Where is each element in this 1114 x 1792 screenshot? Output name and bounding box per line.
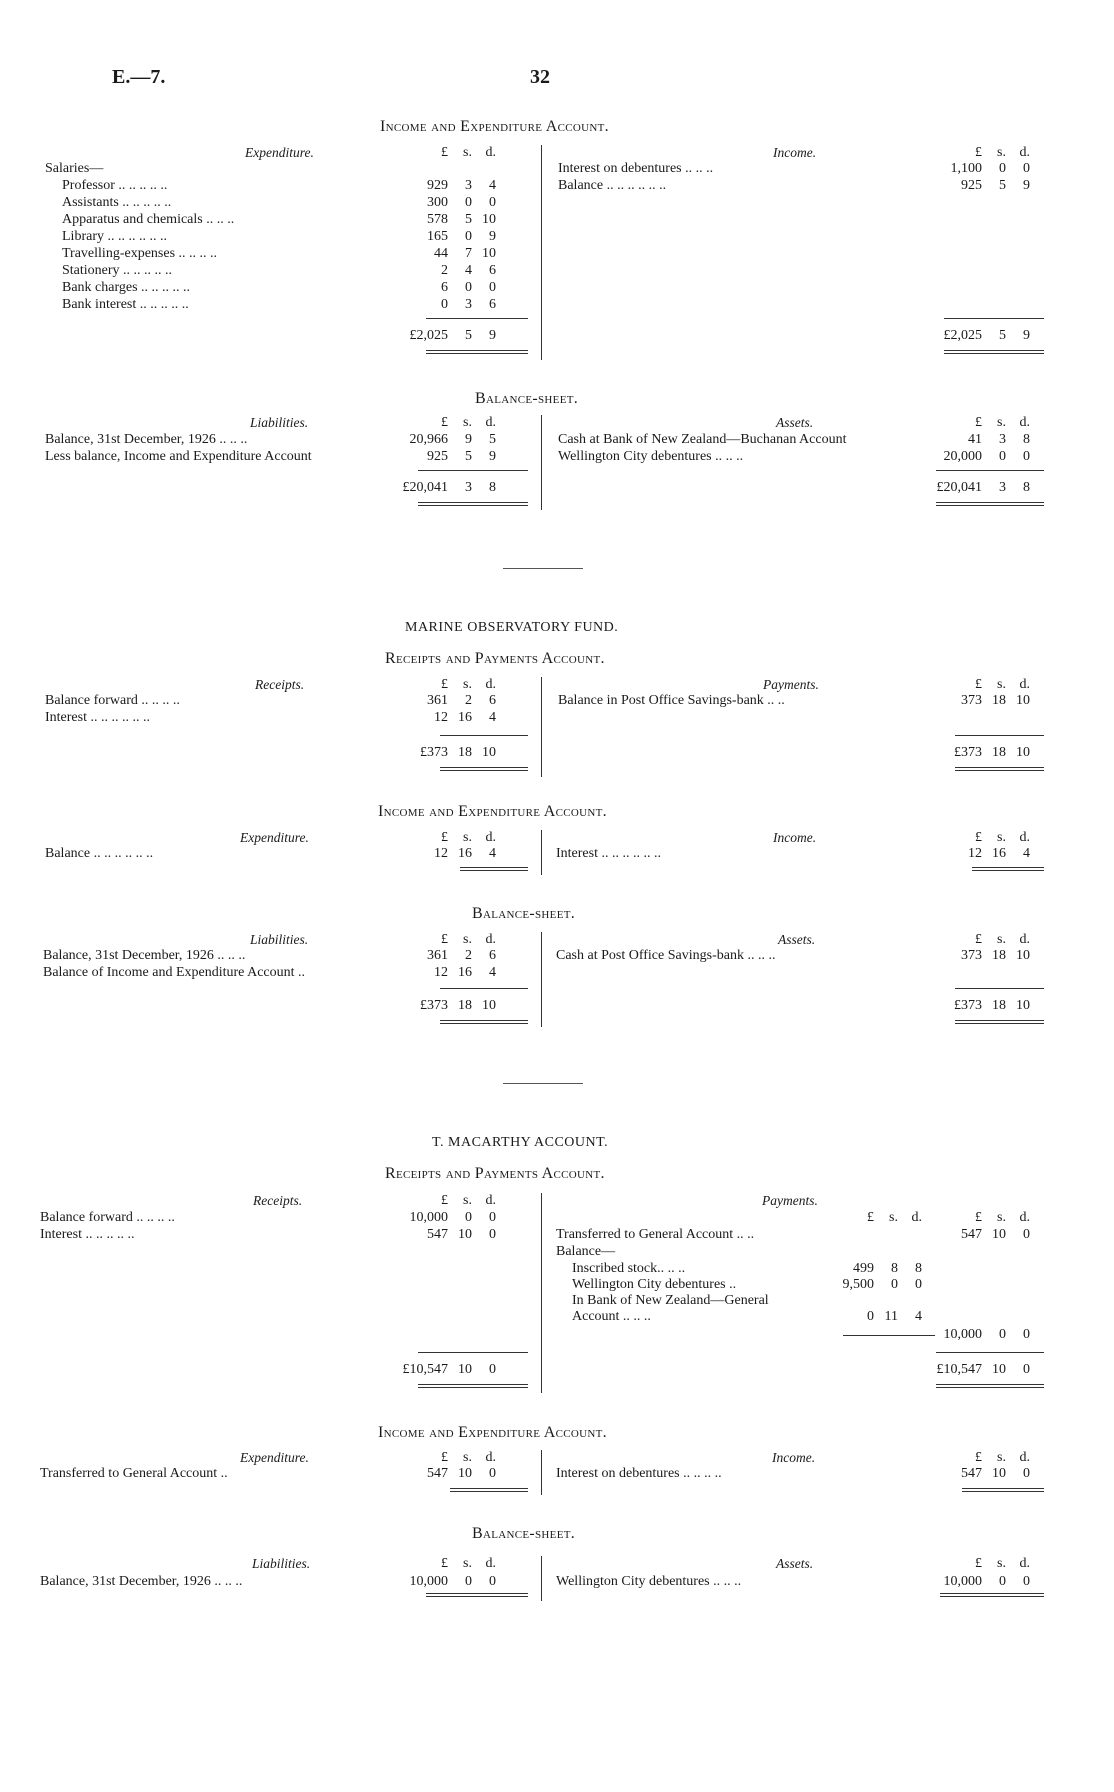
- page-reference: E.—7.: [112, 66, 166, 88]
- s1-bs-left-rule: [418, 470, 528, 471]
- s1-bs-right-units: £ s. d.: [975, 415, 1030, 430]
- s2-rp-right-dbl: [955, 767, 1044, 771]
- s3-rp-transfer-amount: 547 10 0: [961, 1227, 1030, 1242]
- sub-row-label: Inscribed stock.. .. ..: [572, 1261, 686, 1276]
- ledger-row-amount: 929 3 4: [427, 178, 496, 193]
- s3-rp-right-rule: [936, 1352, 1044, 1353]
- sub-row-amount: 0 11 4: [867, 1309, 922, 1324]
- s1-ie-left-rule: [426, 318, 528, 319]
- s1-bs-right-head: Assets.: [776, 415, 814, 430]
- s1-bs-right-dbl: [936, 502, 1044, 506]
- sub-row-label: In Bank of New Zealand—General: [572, 1293, 769, 1308]
- ledger-row-label: Interest on debentures .. .. .. ..: [556, 1466, 722, 1481]
- s2-rp-left-rule: [440, 735, 528, 736]
- ledger-row-label: Wellington City debentures .. .. ..: [558, 449, 744, 464]
- s2-bs-title: Balance-sheet.: [472, 905, 576, 922]
- s1-bs-left-total: £20,041 3 8: [402, 480, 496, 495]
- ledger-row-label: Less balance, Income and Expenditure Account: [45, 449, 312, 464]
- ledger-row-amount: 925 5 9: [427, 449, 496, 464]
- s3-rp-right-head: Payments.: [762, 1193, 818, 1208]
- s2-fund-title: MARINE OBSERVATORY FUND.: [405, 620, 619, 635]
- s2-bs-right-head: Assets.: [778, 932, 816, 947]
- s3-ie-left-units: £ s. d.: [441, 1450, 496, 1465]
- ledger-row-label: Interest on debentures .. .. ..: [558, 161, 714, 176]
- s3-bs-left-head: Liabilities.: [252, 1556, 311, 1571]
- ledger-row-label: Balance, 31st December, 1926 .. .. ..: [45, 432, 248, 447]
- s3-rp-right-dbl: [936, 1384, 1044, 1388]
- ledger-row-label: Balance .. .. .. .. .. ..: [558, 178, 667, 193]
- ledger-row-label: Balance forward .. .. .. ..: [45, 693, 180, 708]
- s3-ie-right-units: £ s. d.: [975, 1450, 1030, 1465]
- ledger-row-amount: 361 2 6: [427, 693, 496, 708]
- s3-rp-divider: [541, 1193, 542, 1393]
- s1-bs-right-total: £20,041 3 8: [936, 480, 1030, 495]
- sub-row-label: Wellington City debentures ..: [572, 1277, 737, 1292]
- s3-rp-left-total: £10,547 10 0: [402, 1362, 496, 1377]
- ledger-row-label: Balance of Income and Expenditure Account ..: [43, 965, 306, 980]
- s3-rp-right-sub-units: £ s. d.: [867, 1210, 922, 1225]
- ledger-row-amount: 12 16 4: [434, 965, 496, 980]
- s3-ie-right-dbl: [962, 1488, 1044, 1492]
- s3-fund-title: T. MACARTHY ACCOUNT.: [432, 1135, 609, 1150]
- s1-ie-right-units: £ s. d.: [975, 145, 1030, 160]
- sub-row-amount: [812, 1293, 922, 1309]
- ledger-row-amount: 44 7 10: [434, 246, 496, 261]
- s1-bs-divider: [541, 415, 542, 510]
- ledger-row-label: Library .. .. .. .. .. ..: [62, 229, 167, 244]
- ledger-row-amount: 547 10 0: [961, 1466, 1030, 1481]
- s3-rp-left-dbl: [418, 1384, 528, 1388]
- s3-ie-left-dbl: [450, 1488, 528, 1492]
- s2-bs-left-head: Liabilities.: [250, 932, 309, 947]
- s2-ie-divider: [541, 830, 542, 875]
- s1-ie-left-total: £2,025 5 9: [409, 328, 496, 343]
- s2-bs-left-units: £ s. d.: [441, 932, 496, 947]
- s3-bs-title: Balance-sheet.: [472, 1525, 576, 1542]
- ledger-row-amount: 373 18 10: [961, 693, 1030, 708]
- s1-ie-left-head: Expenditure.: [245, 145, 314, 160]
- s2-rp-left-dbl: [440, 767, 528, 771]
- ledger-row-amount: 12 16 4: [434, 710, 496, 725]
- ledger-row-amount: 1,100 0 0: [950, 161, 1030, 176]
- s3-rp-balance-head: Balance—: [556, 1244, 616, 1259]
- ledger-row-amount: 925 5 9: [961, 178, 1030, 193]
- s2-ie-right-dbl: [972, 867, 1044, 871]
- ledger-row-label: Balance, 31st December, 1926 .. .. ..: [43, 948, 246, 963]
- ledger-row-amount: 373 18 10: [961, 948, 1030, 963]
- ledger-row-amount: 20,000 0 0: [943, 449, 1030, 464]
- ledger-row-label: Cash at Bank of New Zealand—Buchanan Account: [558, 432, 847, 447]
- sub-row-amount: 9,500 0 0: [842, 1277, 922, 1292]
- ledger-row-amount: 10,000 0 0: [409, 1210, 496, 1225]
- ledger-row-label: Travelling-expenses .. .. .. ..: [62, 246, 218, 261]
- s3-rp-transfer-label: Transferred to General Account .. ..: [556, 1227, 755, 1242]
- s1-ie-right-rule: [944, 318, 1044, 319]
- s2-bs-left-total: £373 18 10: [420, 998, 496, 1013]
- section-separator: [503, 568, 583, 569]
- ledger-row-label: Interest .. .. .. .. .. ..: [45, 710, 150, 725]
- s2-bs-right-units: £ s. d.: [975, 932, 1030, 947]
- ledger-row-label: Cash at Post Office Savings-bank .. .. ..: [556, 948, 776, 963]
- s2-rp-title: Receipts and Payments Account.: [385, 650, 605, 667]
- sub-row-label: Account .. .. ..: [572, 1309, 651, 1324]
- s3-rp-title: Receipts and Payments Account.: [385, 1165, 605, 1182]
- s3-rp-balance-total: 10,000 0 0: [943, 1327, 1030, 1342]
- ledger-row-amount: 41 3 8: [968, 432, 1030, 447]
- ledger-row-label: Professor .. .. .. .. ..: [62, 178, 168, 193]
- ledger-row-amount: 2 4 6: [441, 263, 496, 278]
- section-separator-2: [503, 1083, 583, 1084]
- sub-row-amount: 499 8 8: [853, 1261, 922, 1276]
- s2-ie-right-head: Income.: [773, 830, 817, 845]
- ledger-row-label: Stationery .. .. .. .. ..: [62, 263, 173, 278]
- s3-ie-title: Income and Expenditure Account.: [378, 1424, 607, 1441]
- s3-bs-left-units: £ s. d.: [441, 1556, 496, 1571]
- s2-rp-right-units: £ s. d.: [975, 677, 1030, 692]
- ledger-row-amount: 547 10 0: [427, 1466, 496, 1481]
- s1-ie-left-dbl: [426, 350, 528, 354]
- s3-rp-right-total: £10,547 10 0: [936, 1362, 1030, 1377]
- s3-ie-divider: [541, 1450, 542, 1495]
- ledger-row-label: Interest .. .. .. .. ..: [40, 1227, 135, 1242]
- s3-bs-right-units: £ s. d.: [975, 1556, 1030, 1571]
- s2-rp-right-total: £373 18 10: [954, 745, 1030, 760]
- ledger-row-amount: 300 0 0: [427, 195, 496, 210]
- s1-bs-right-rule: [936, 470, 1044, 471]
- ledger-row-amount: 12 16 4: [434, 846, 496, 861]
- s2-bs-divider: [541, 932, 542, 1027]
- ledger-row-amount: 165 0 9: [427, 229, 496, 244]
- s2-rp-left-total: £373 18 10: [420, 745, 496, 760]
- ledger-row-amount: 578 5 10: [427, 212, 496, 227]
- ledger-row-label: Bank charges .. .. .. .. ..: [62, 280, 191, 295]
- ledger-row-label: Wellington City debentures .. .. ..: [556, 1574, 742, 1589]
- page-number: 32: [530, 66, 550, 88]
- s2-ie-right-units: £ s. d.: [975, 830, 1030, 845]
- ledger-row-amount: 12 16 4: [968, 846, 1030, 861]
- s3-bs-right-head: Assets.: [776, 1556, 814, 1571]
- ledger-row-amount: 6 0 0: [441, 280, 496, 295]
- s3-bs-divider: [541, 1556, 542, 1601]
- s2-bs-right-dbl: [955, 1020, 1044, 1024]
- ledger-row-amount: 361 2 6: [427, 948, 496, 963]
- s3-rp-right-units: £ s. d.: [975, 1210, 1030, 1225]
- s1-ie-right-head: Income.: [773, 145, 817, 160]
- ledger-row-label: Balance in Post Office Savings-bank .. ..: [558, 693, 785, 708]
- s2-bs-left-dbl: [440, 1020, 528, 1024]
- ledger-row-label: Bank interest .. .. .. .. ..: [62, 297, 189, 312]
- ledger-row-label: Interest .. .. .. .. .. ..: [556, 846, 661, 861]
- s2-ie-left-units: £ s. d.: [441, 830, 496, 845]
- ledger-row-label: Balance forward .. .. .. ..: [40, 1210, 175, 1225]
- ledger-row-amount: 20,966 9 5: [409, 432, 496, 447]
- s3-ie-left-head: Expenditure.: [240, 1450, 309, 1465]
- s2-bs-right-total: £373 18 10: [954, 998, 1030, 1013]
- s2-ie-left-head: Expenditure.: [240, 830, 309, 845]
- s1-ie-group: Salaries—: [45, 161, 104, 176]
- s1-bs-left-head: Liabilities.: [250, 415, 309, 430]
- s3-bs-right-dbl: [940, 1593, 1044, 1597]
- s2-rp-left-units: £ s. d.: [441, 677, 496, 692]
- ledger-row-label: Balance, 31st December, 1926 .. .. ..: [40, 1574, 243, 1589]
- ledger-row-amount: 547 10 0: [427, 1227, 496, 1242]
- s1-ie-title: Income and Expenditure Account.: [380, 118, 609, 135]
- ledger-row-label: Balance .. .. .. .. .. ..: [45, 846, 154, 861]
- s1-bs-left-units: £ s. d.: [441, 415, 496, 430]
- s3-bs-left-dbl: [426, 1593, 528, 1597]
- ledger-row-label: Transferred to General Account ..: [40, 1466, 228, 1481]
- s2-rp-right-rule: [955, 735, 1044, 736]
- ledger-row-amount: 0 3 6: [441, 297, 496, 312]
- s2-ie-left-dbl: [460, 867, 528, 871]
- s1-ie-left-units: £ s. d.: [441, 145, 496, 160]
- s2-rp-left-head: Receipts.: [255, 677, 305, 692]
- ledger-row-label: Apparatus and chemicals .. .. ..: [62, 212, 235, 227]
- ledger-row-label: Assistants .. .. .. .. ..: [62, 195, 172, 210]
- s2-ie-title: Income and Expenditure Account.: [378, 803, 607, 820]
- s3-ie-right-head: Income.: [772, 1450, 816, 1465]
- ledger-row-amount: 10,000 0 0: [409, 1574, 496, 1589]
- s3-rp-left-units: £ s. d.: [441, 1193, 496, 1208]
- s3-rp-left-rule: [418, 1352, 528, 1353]
- s1-ie-divider: [541, 145, 542, 360]
- s2-rp-right-head: Payments.: [763, 677, 819, 692]
- s1-bs-title: Balance-sheet.: [475, 390, 579, 407]
- s2-bs-right-rule: [955, 988, 1044, 989]
- s2-rp-divider: [541, 677, 542, 777]
- s2-bs-left-rule: [440, 988, 528, 989]
- ledger-row-amount: 10,000 0 0: [943, 1574, 1030, 1589]
- s1-ie-right-dbl: [944, 350, 1044, 354]
- s3-rp-left-head: Receipts.: [253, 1193, 303, 1208]
- s1-ie-right-total: £2,025 5 9: [943, 328, 1030, 343]
- s1-bs-left-dbl: [418, 502, 528, 506]
